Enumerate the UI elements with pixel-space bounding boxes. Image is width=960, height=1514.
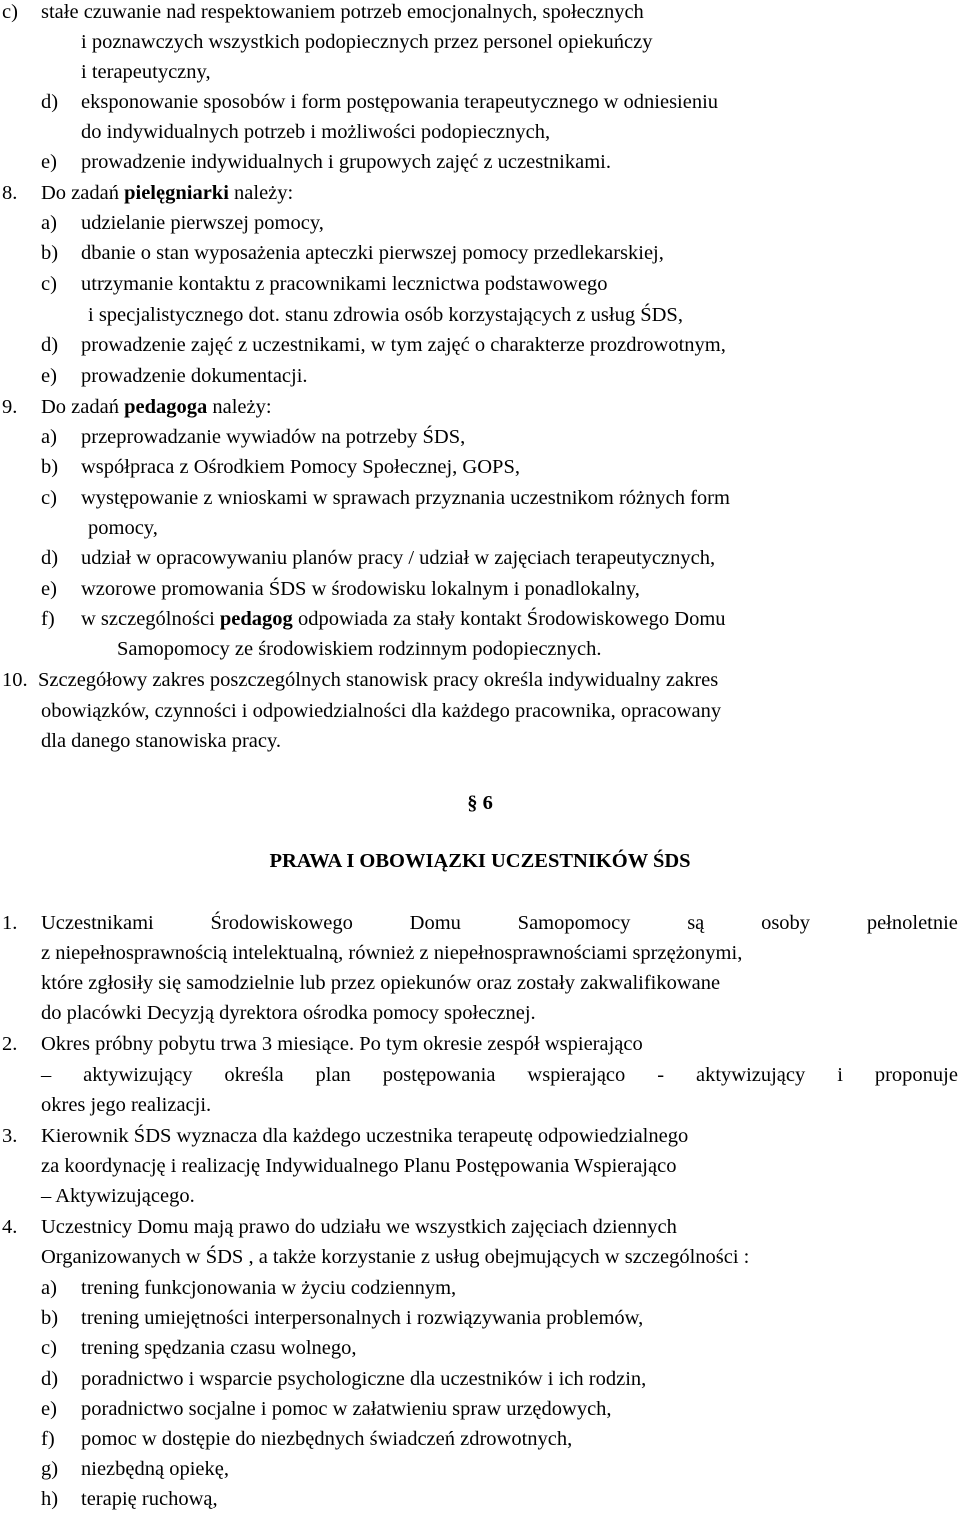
- list-item-text: poradnictwo i wsparcie psychologiczne dla uczestników i ich rodzin,: [81, 1368, 647, 1390]
- point-text: [41, 392, 272, 422]
- point-text: Okres próbny pobytu trwa 3 miesiące. Po tym okresie zespół wspierająco: [41, 1033, 643, 1055]
- list-marker: h): [41, 1488, 59, 1510]
- point-text-justified: [41, 908, 958, 938]
- word: postępowania: [382, 1064, 496, 1086]
- word: osoby: [761, 912, 811, 934]
- list-marker: a): [41, 426, 57, 448]
- list-item-text: wzorowe promowania ŚDS w środowisku lokalnym i ponadlokalny,: [81, 578, 640, 600]
- text-run: Do zadań: [41, 396, 125, 418]
- text-run: Do zadań: [41, 182, 125, 204]
- point-text: Kierownik ŚDS wyznacza dla każdego uczestnika terapeutę odpowiedzialnego: [41, 1125, 689, 1147]
- point-text-justified: [41, 1060, 958, 1090]
- list-marker: d): [41, 547, 59, 569]
- word: Uczestnikami: [41, 912, 154, 934]
- list-item-text: udzielanie pierwszej pomocy,: [81, 212, 324, 234]
- list-item-text: poradnictwo socjalne i pomoc w załatwieniu spraw urzędowych,: [81, 1398, 612, 1420]
- list-marker: e): [41, 1398, 57, 1420]
- list-item-text: stałe czuwanie nad respektowaniem potrzeb emocjonalnych, społecznych: [41, 1, 644, 23]
- list-item-text: prowadzenie dokumentacji.: [81, 365, 308, 387]
- point-number: 10.: [2, 669, 28, 691]
- point-number: 4.: [2, 1216, 18, 1238]
- list-item-text: i specjalistycznego dot. stanu zdrowia osób korzystających z usług ŚDS,: [88, 304, 683, 326]
- text-run: w szczególności: [81, 608, 220, 630]
- list-item-text: trening spędzania czasu wolnego,: [81, 1337, 357, 1359]
- word: Domu: [409, 912, 461, 934]
- point-text: do placówki Decyzją dyrektora ośrodka pomocy społecznej.: [41, 1002, 536, 1024]
- list-item-text: i terapeutyczny,: [81, 61, 211, 83]
- role-name: pielęgniarki: [124, 182, 229, 204]
- word: –: [41, 1064, 52, 1086]
- point-text: obowiązków, czynności i odpowiedzialności dla każdego pracownika, opracowany: [41, 700, 722, 722]
- word: Środowiskowego: [210, 912, 353, 934]
- list-marker: e): [41, 365, 57, 387]
- word: Samopomocy: [517, 912, 631, 934]
- word: proponuje: [874, 1064, 958, 1086]
- word: są: [687, 912, 705, 934]
- list-item-text: współpraca z Ośrodkiem Pomocy Społecznej, GOPS,: [81, 456, 520, 478]
- list-marker: a): [41, 1277, 57, 1299]
- point-text: Szczegółowy zakres poszczególnych stanowisk pracy określa indywidualny zakres: [38, 669, 719, 691]
- word: aktywizujący: [83, 1064, 193, 1086]
- list-marker: c): [41, 487, 57, 509]
- list-item-text: prowadzenie zajęć z uczestnikami, w tym zajęć o charakterze prozdrowotnym,: [81, 334, 726, 356]
- word: pełnoletnie: [866, 912, 958, 934]
- list-marker: g): [41, 1458, 59, 1480]
- list-item-text: do indywidualnych potrzeb i możliwości podopiecznych,: [81, 121, 551, 143]
- point-number: 9.: [2, 396, 18, 418]
- point-number: 3.: [2, 1125, 18, 1147]
- point-text: dla danego stanowiska pracy.: [41, 730, 282, 752]
- word: aktywizujący: [695, 1064, 806, 1086]
- list-item-text: trening umiejętności interpersonalnych i rozwiązywania problemów,: [81, 1307, 644, 1329]
- word: -: [657, 1064, 665, 1086]
- list-marker: d): [41, 91, 59, 113]
- list-item-text: Samopomocy ze środowiskiem rodzinnym podopiecznych.: [117, 638, 602, 660]
- point-number: 2.: [2, 1033, 18, 1055]
- point-text: które zgłosiły się samodzielnie lub przez opiekunów oraz zostały zakwalifikowane: [41, 972, 721, 994]
- list-item-text: dbanie o stan wyposażenia apteczki pierwszej pomocy przedlekarskiej,: [81, 242, 664, 264]
- list-marker: e): [41, 151, 57, 173]
- word: określa: [224, 1064, 284, 1086]
- list-item-text: występowanie z wnioskami w sprawach przyznania uczestnikom różnych form: [81, 487, 730, 509]
- role-name: pedagog: [219, 608, 293, 630]
- list-marker: b): [41, 242, 59, 264]
- list-item-text: pomoc w dostępie do niezbędnych świadczeń zdrowotnych,: [81, 1428, 573, 1450]
- section-number: § 6: [467, 792, 493, 814]
- list-item-text: [81, 604, 726, 634]
- list-item-text: terapię ruchową,: [81, 1488, 218, 1510]
- list-item-text: trening funkcjonowania w życiu codziennym,: [81, 1277, 457, 1299]
- role-name: pedagoga: [124, 396, 208, 418]
- point-number: 1.: [2, 912, 18, 934]
- list-marker: e): [41, 578, 57, 600]
- word: plan: [315, 1064, 351, 1086]
- list-marker: c): [41, 273, 57, 295]
- list-marker: c): [2, 1, 18, 23]
- list-marker: b): [41, 456, 59, 478]
- list-item-text: przeprowadzanie wywiadów na potrzeby ŚDS,: [81, 426, 466, 448]
- list-marker: f): [41, 608, 55, 630]
- point-text: okres jego realizacji.: [41, 1094, 212, 1116]
- point-text: za koordynację i realizację Indywidualnego Planu Postępowania Wspierająco: [41, 1155, 677, 1177]
- text-run: odpowiada za stały kontakt Środowiskowego Domu: [292, 608, 726, 630]
- point-text: [41, 178, 293, 208]
- list-marker: f): [41, 1428, 55, 1450]
- point-text: – Aktywizującego.: [41, 1185, 195, 1207]
- point-text: Uczestnicy Domu mają prawo do udziału we wszystkich zajęciach dziennych: [41, 1216, 677, 1238]
- list-marker: d): [41, 1368, 59, 1390]
- list-item-text: i poznawczych wszystkich podopiecznych przez personel opiekuńczy: [81, 31, 653, 53]
- point-number: 8.: [2, 182, 18, 204]
- list-item-text: utrzymanie kontaktu z pracownikami lecznictwa podstawowego: [81, 273, 608, 295]
- section-title: PRAWA I OBOWIĄZKI UCZESTNIKÓW ŚDS: [269, 850, 691, 872]
- list-marker: c): [41, 1337, 57, 1359]
- text-run: należy:: [228, 182, 294, 204]
- word: wspierająco: [527, 1064, 626, 1086]
- list-marker: b): [41, 1307, 59, 1329]
- list-marker: a): [41, 212, 57, 234]
- word: i: [837, 1064, 843, 1086]
- list-item-text: udział w opracowywaniu planów pracy / udział w zajęciach terapeutycznych,: [81, 547, 716, 569]
- point-text: Organizowanych w ŚDS , a także korzystanie z usług obejmujących w szczególności :: [41, 1246, 750, 1268]
- list-item-text: pomocy,: [88, 517, 158, 539]
- point-text: z niepełnosprawnością intelektualną, również z niepełnosprawnościami sprzężonymi,: [41, 942, 743, 964]
- list-item-text: niezbędną opiekę,: [81, 1458, 229, 1480]
- list-marker: d): [41, 334, 59, 356]
- list-item-text: prowadzenie indywidualnych i grupowych zajęć z uczestnikami.: [81, 151, 611, 173]
- list-item-text: eksponowanie sposobów i form postępowania terapeutycznego w odniesieniu: [81, 91, 719, 113]
- text-run: należy:: [207, 396, 272, 418]
